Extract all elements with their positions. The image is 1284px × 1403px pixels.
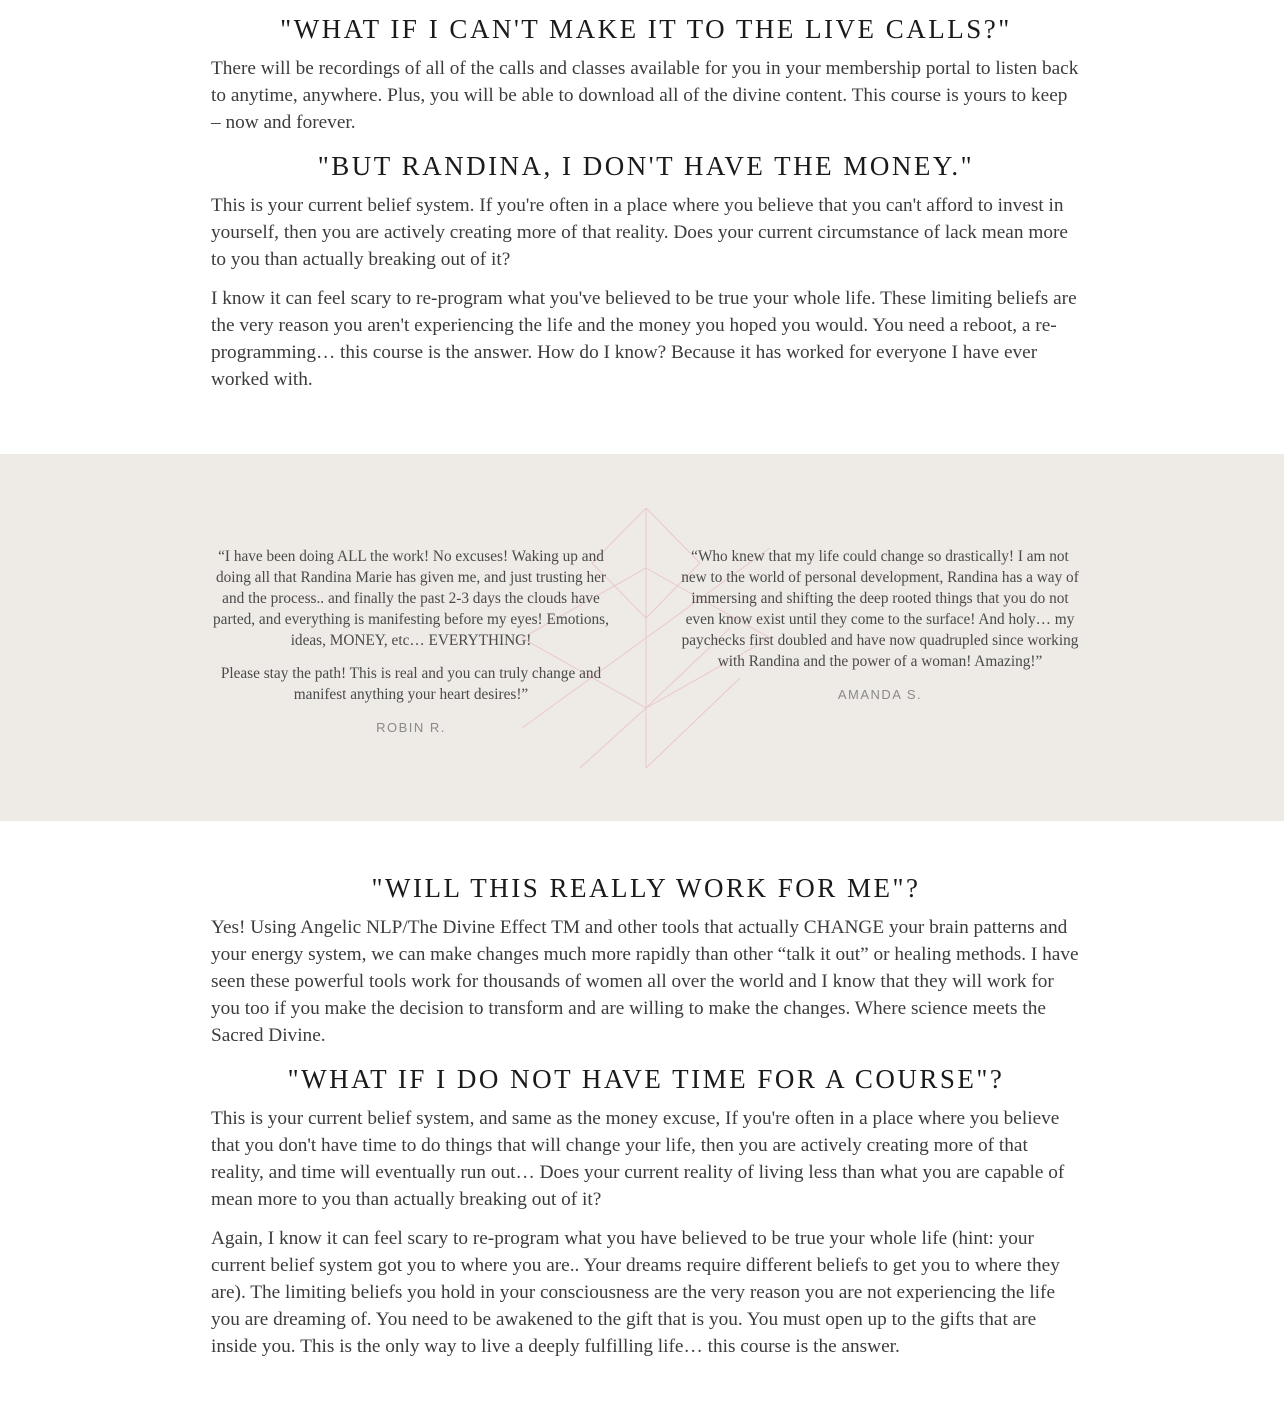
faq-title-live-calls: "WHAT IF I CAN'T MAKE IT TO THE LIVE CALLS?" <box>280 14 1012 44</box>
faq-answer-will-it-work: Yes! Using Angelic NLP/The Divine Effect TM and other tools that actually CHANGE your brain patterns and your energy system, we can make changes much more rapidly than other “talk it out” or healing methods. I have seen these powerful tools work for thousands of women all over the world and I know that they will work for you too if you make the decision to transform and are willing to make the changes. Where science meets the Sacred Divine. <box>211 917 1079 1046</box>
testimonial-robin <box>211 546 611 738</box>
faq-title-no-time: "WHAT IF I DO NOT HAVE TIME FOR A COURSE"? <box>287 1064 1005 1094</box>
faq-bottom-section <box>0 871 1284 1360</box>
faq-title-money: "BUT RANDINA, I DON'T HAVE THE MONEY." <box>317 151 975 181</box>
faq-answer-live-calls: There will be recordings of all of the calls and classes available for you in your membership portal to listen back to anytime, anywhere. Plus, you will be able to download all of the divine content. This course is yours to keep – now and forever. <box>211 58 1079 133</box>
faq-top-section <box>0 0 1284 393</box>
faq-title-will-it-work: "WILL THIS REALLY WORK FOR ME"? <box>371 873 921 903</box>
faq-answer-money-2: I know it can feel scary to re-program what you've believed to be true your whole life. These limiting beliefs are the very reason you aren't experiencing the life and the money you hoped you would. You need a reboot, a re-programming… this course is the answer. How do I know? Because it has worked for everyone I have ever worked with. <box>211 288 1077 390</box>
testimonial-amanda-quote: “Who knew that my life could change so drastically! I am not new to the world of personal development, Randina has a way of immersing and shifting the deep rooted things that you do not even know exist until they come to the surface! And holy… my paychecks first doubled and have now quadrupled since working with Randina and the power of a woman! Amazing!” <box>681 548 1079 670</box>
faq-answer-no-time-1: This is your current belief system, and same as the money excuse, If you're often in a place where you believe that you don't have time to do things that will change your life, then you are actively creating more of that reality, and time will eventually run out… Does your current reality of living less than what you are capable of mean more to you than actually breaking out of it? <box>211 1108 1065 1210</box>
faq-answer-money-1: This is your current belief system. If you're often in a place where you believe that you can't afford to invest in yourself, then you are actively creating more of that reality. Does your current circumstance of lack mean more to you than actually breaking out of it? <box>211 195 1068 270</box>
testimonials-section <box>0 454 1284 821</box>
faq-bottom-content <box>211 871 1081 1360</box>
testimonial-robin-quote-1: “I have been doing ALL the work! No excuses! Waking up and doing all that Randina Marie has given me, and just trusting her and the process.. and finally the past 2-3 days the clouds have parted, and everything is manifesting before my eyes! Emotions, ideas, MONEY, etc… EVERYTHING! <box>213 548 609 649</box>
faq-answer-no-time-2: Again, I know it can feel scary to re-program what you have believed to be true your whole life (hint: your current belief system got you to where you are.. Your dreams require different beliefs to get you to where they are). The limiting beliefs you hold in your consciousness are the very reason you are not experiencing the life you are dreaming of. You need to be awakened to the gift that is you. You must open up to the gifts that are inside you. This is the only way to live a deeply fulfilling life… this course is the answer. <box>211 1228 1060 1357</box>
testimonial-robin-quote-2: Please stay the path! This is real and you can truly change and manifest anything your heart desires!” <box>220 665 602 703</box>
faq-top-content <box>211 12 1081 393</box>
testimonial-amanda <box>680 546 1080 705</box>
testimonial-amanda-author: AMANDA S. <box>837 687 923 702</box>
testimonial-robin-author: ROBIN R. <box>376 720 446 735</box>
